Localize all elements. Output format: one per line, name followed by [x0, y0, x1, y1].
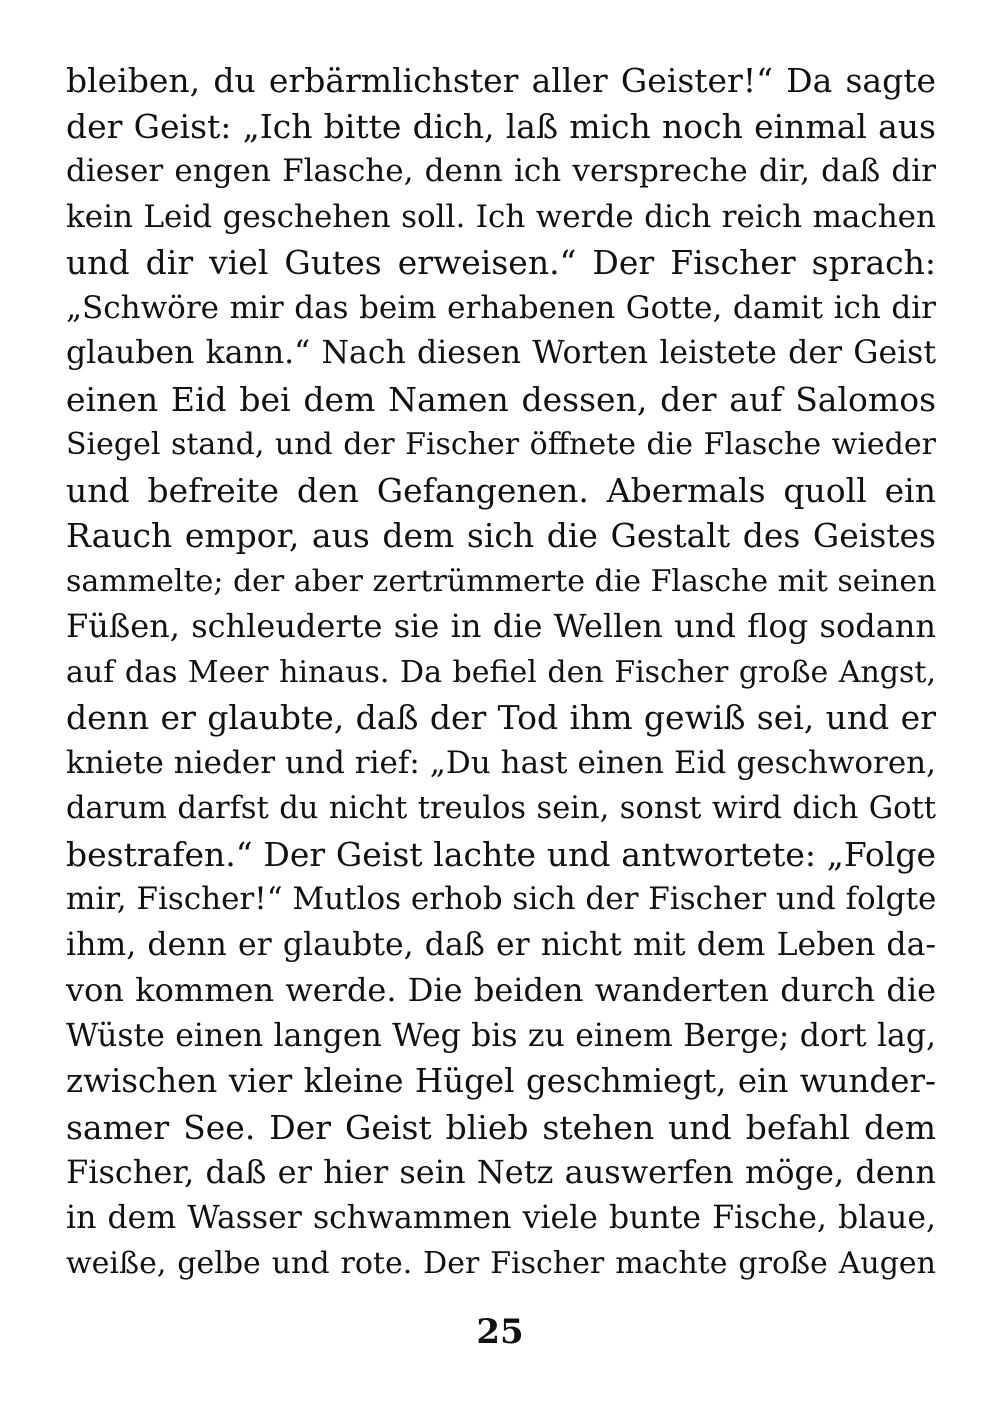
- text-line: von kommen werde. Die beiden wanderten durch die: [66, 971, 936, 1009]
- text-line: zwischen vier kleine Hügel geschmiegt, ein wunder-: [66, 1062, 936, 1100]
- text-line: Siegel stand, und der Fischer öffnete die Flasche wieder: [66, 427, 936, 462]
- text-line: Wüste einen langen Weg bis zu einem Berge; dort lag,: [66, 1017, 936, 1054]
- text-line: sammelte; der aber zertrümmerte die Flasche mit seinen: [66, 563, 936, 599]
- text-line: in dem Wasser schwammen viele bunte Fische, blaue,: [66, 1199, 936, 1236]
- text-line: darum darfst du nicht treulos sein, sonst wird dich Gott: [66, 791, 936, 826]
- text-line: bestrafen.“ Der Geist lachte und antwortete: „Folge: [66, 834, 936, 874]
- text-line: Rauch empor, aus dem sich die Gestalt des Geistes: [66, 516, 936, 555]
- text-line: weiße, gelbe und rote. Der Fischer machte große Augen: [66, 1246, 936, 1281]
- text-line: Füßen, schleuderte sie in die Wellen und flog sodann: [66, 607, 936, 645]
- text-line: denn er glaubte, daß der Tod ihm gewiß sei, und er: [66, 698, 936, 737]
- text-line: der Geist: „Ich bitte dich, laß mich noch einmal aus: [66, 106, 936, 146]
- text-line: und befreite den Gefangenen. Abermals quoll ein: [66, 470, 936, 510]
- text-line: mir, Fischer!“ Mutlos erhob sich der Fischer und folgte: [66, 881, 936, 917]
- body-text: [66, 58, 936, 1287]
- text-line: bleiben, du erbärmlichster aller Geister!“ Da sagte: [66, 61, 936, 100]
- page-number: 25: [476, 1312, 524, 1352]
- text-line: „Schwöre mir das beim erhabenen Gotte, damit ich dir: [66, 289, 936, 326]
- text-line: Fischer, daß er hier sein Netz auswerfen möge, denn: [66, 1153, 936, 1191]
- text-line: und dir viel Gutes erweisen.“ Der Fischer sprach:: [66, 243, 936, 282]
- text-line: kein Leid geschehen soll. Ich werde dich reich machen: [66, 198, 936, 235]
- text-line: ihm, denn er glaubte, daß er nicht mit dem Leben da-: [66, 926, 936, 963]
- text-line: einen Eid bei dem Namen dessen, der auf Salomos: [66, 379, 936, 419]
- text-line: dieser engen Flasche, denn ich verspreche dir, daß dir: [66, 153, 936, 189]
- text-line: auf das Meer hinaus. Da befiel den Fischer große Angst,: [66, 654, 936, 690]
- text-line: kniete nieder und rief: „Du hast einen Eid geschworen,: [66, 744, 936, 781]
- text-line: glauben kann.“ Nach diesen Worten leistete der Geist: [66, 335, 936, 371]
- text-line: samer See. Der Geist blieb stehen und befahl dem: [66, 1107, 936, 1147]
